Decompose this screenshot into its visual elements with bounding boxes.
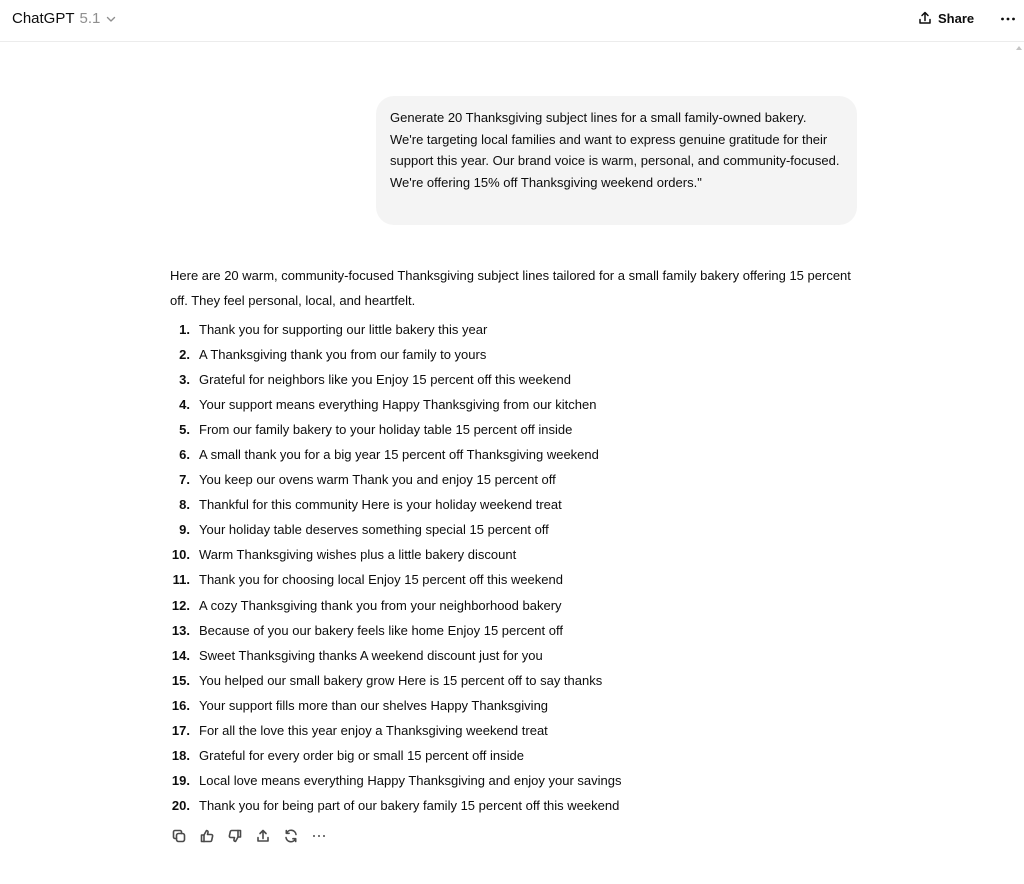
list-item bbox=[168, 342, 868, 367]
list-item-number: 12. bbox=[171, 597, 190, 613]
list-item-number: 16. bbox=[171, 697, 190, 713]
list-item bbox=[168, 768, 868, 793]
list-item-text: Grateful for every order big or small 15 percent off inside bbox=[199, 747, 524, 763]
list-item-number: 7. bbox=[179, 472, 190, 488]
thumbs-down-icon bbox=[227, 828, 243, 844]
regenerate-button[interactable] bbox=[281, 826, 301, 846]
list-item-number: 17. bbox=[171, 722, 190, 738]
list-item-text: A small thank you for a big year 15 percent off Thanksgiving weekend bbox=[199, 447, 599, 463]
list-item bbox=[168, 317, 868, 342]
share-button[interactable] bbox=[917, 10, 974, 26]
list-item bbox=[168, 593, 868, 618]
model-name: ChatGPT bbox=[12, 10, 75, 27]
list-item bbox=[168, 492, 868, 517]
list-item-text: Local love means everything Happy Thanksgiving and enjoy your savings bbox=[199, 772, 622, 788]
more-options-button[interactable] bbox=[998, 9, 1018, 29]
chevron-down-icon bbox=[105, 13, 117, 25]
thumbs-down-button[interactable] bbox=[225, 826, 245, 846]
list-item bbox=[168, 367, 868, 392]
list-item bbox=[168, 517, 868, 542]
list-item-text: Grateful for neighbors like you Enjoy 15 percent off this weekend bbox=[199, 372, 571, 388]
scrollbar-up-arrow[interactable] bbox=[1016, 46, 1022, 50]
list-item-text: Sweet Thanksgiving thanks A weekend discount just for you bbox=[199, 647, 543, 663]
model-switcher[interactable] bbox=[12, 10, 117, 27]
list-item bbox=[168, 618, 868, 643]
list-item-number: 6. bbox=[179, 447, 190, 463]
list-item-text: From our family bakery to your holiday table 15 percent off inside bbox=[199, 422, 573, 438]
list-item-text: For all the love this year enjoy a Thanksgiving weekend treat bbox=[199, 722, 548, 738]
list-item-number: 10. bbox=[171, 547, 190, 563]
message-action-bar bbox=[169, 826, 329, 846]
user-message: Generate 20 Thanksgiving subject lines for a small family-owned bakery. We're targeting local families and want to express genuine gratitude for their support this year. Our brand voice is warm, personal, and community-focused. We're offering 15% off Thanksgiving weekend orders." bbox=[376, 96, 857, 225]
more-icon bbox=[1000, 17, 1016, 21]
top-bar bbox=[0, 0, 1024, 42]
list-item-text: Your support fills more than our shelves Happy Thanksgiving bbox=[199, 697, 549, 713]
list-item-number: 1. bbox=[179, 322, 190, 338]
list-item bbox=[168, 392, 868, 417]
list-item-text: You keep our ovens warm Thank you and enjoy 15 percent off bbox=[199, 472, 556, 488]
more-actions-button[interactable] bbox=[309, 826, 329, 846]
list-item bbox=[168, 442, 868, 467]
thumbs-up-icon bbox=[199, 828, 215, 844]
share-label: Share bbox=[938, 10, 975, 26]
more-icon bbox=[311, 828, 327, 844]
list-item bbox=[168, 467, 868, 492]
share-icon bbox=[255, 828, 271, 844]
list-item-text: Warm Thanksgiving wishes plus a little bakery discount bbox=[199, 547, 517, 563]
list-item-number: 8. bbox=[179, 497, 190, 513]
list-item-text: Your holiday table deserves something special 15 percent off bbox=[199, 522, 549, 538]
upload-icon bbox=[917, 10, 933, 26]
list-item bbox=[168, 567, 868, 592]
regenerate-icon bbox=[283, 828, 299, 844]
list-item-number: 20. bbox=[171, 797, 190, 813]
list-item-number: 18. bbox=[171, 747, 190, 763]
list-item bbox=[168, 693, 868, 718]
thumbs-up-button[interactable] bbox=[197, 826, 217, 846]
list-item bbox=[168, 718, 868, 743]
list-item bbox=[168, 643, 868, 668]
list-item bbox=[168, 793, 868, 818]
share-message-button[interactable] bbox=[253, 826, 273, 846]
list-item-number: 11. bbox=[172, 572, 190, 588]
list-item bbox=[168, 417, 868, 442]
list-item-text: Thank you for being part of our bakery family 15 percent off this weekend bbox=[199, 797, 620, 813]
list-item-text: A cozy Thanksgiving thank you from your neighborhood bakery bbox=[199, 597, 562, 613]
list-item bbox=[168, 668, 868, 693]
list-item-text: Thank you for supporting our little bakery this year bbox=[199, 322, 488, 338]
list-item-number: 13. bbox=[171, 622, 190, 638]
list-item-number: 3. bbox=[179, 372, 190, 388]
list-item-number: 9. bbox=[179, 522, 190, 538]
model-version: 5.1 bbox=[79, 10, 101, 27]
list-item-number: 14. bbox=[171, 647, 190, 663]
list-item-text: A Thanksgiving thank you from our family to yours bbox=[199, 347, 487, 363]
list-item bbox=[168, 542, 868, 567]
copy-icon bbox=[171, 828, 187, 844]
subject-lines-list bbox=[168, 317, 868, 818]
list-item-number: 5. bbox=[179, 422, 190, 438]
list-item-number: 19. bbox=[171, 772, 190, 788]
list-item-text: Your support means everything Happy Thanksgiving from our kitchen bbox=[199, 397, 597, 413]
list-item-text: Thankful for this community Here is your holiday weekend treat bbox=[199, 497, 562, 513]
list-item-text: You helped our small bakery grow Here is 15 percent off to say thanks bbox=[199, 672, 603, 688]
list-item-number: 4. bbox=[179, 397, 190, 413]
list-item-number: 15. bbox=[171, 672, 190, 688]
list-item-text: Because of you our bakery feels like home Enjoy 15 percent off bbox=[199, 622, 563, 638]
list-item-number: 2. bbox=[179, 347, 190, 363]
copy-button[interactable] bbox=[169, 826, 189, 846]
list-item-text: Thank you for choosing local Enjoy 15 percent off this weekend bbox=[199, 572, 563, 588]
assistant-intro: Here are 20 warm, community-focused Thanksgiving subject lines tailored for a small family bakery offering 15 percent off. They feel personal, local, and heartfelt. bbox=[170, 268, 851, 308]
list-item bbox=[168, 743, 868, 768]
